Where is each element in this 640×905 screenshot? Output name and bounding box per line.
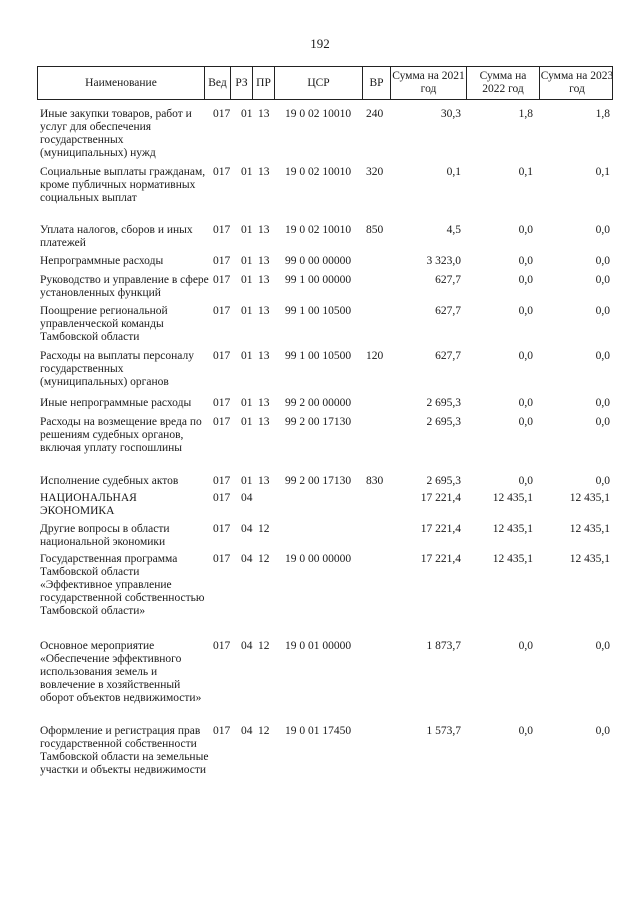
row-rz: 04	[241, 523, 253, 535]
row-sum2021: 17 221,4	[420, 492, 461, 504]
row-sum2021: 0,1	[446, 166, 461, 178]
row-sum2021: 30,3	[440, 108, 461, 120]
row-sum2022: 0,0	[518, 475, 533, 487]
row-sum2023: 0,0	[595, 274, 610, 286]
row-sum2021: 17 221,4	[420, 553, 461, 565]
row-sum2021: 1 873,7	[426, 640, 461, 652]
row-sum2021: 627,7	[435, 350, 461, 362]
row-csr: 99 2 00 00000	[285, 397, 352, 409]
header-sum-2021: Сумма на 2021 год	[391, 67, 467, 99]
row-rz: 04	[241, 640, 253, 652]
row-csr: 19 0 02 10010	[285, 166, 352, 178]
row-ved: 017	[213, 108, 231, 120]
row-sum2022: 0,1	[518, 166, 533, 178]
row-pr: 13	[258, 397, 270, 409]
row-csr: 99 1 00 10500	[285, 350, 352, 362]
row-ved: 017	[213, 523, 231, 535]
header-pr: ПР	[253, 67, 275, 99]
row-pr: 13	[258, 475, 270, 487]
row-sum2023: 0,0	[595, 640, 610, 652]
row-sum2023: 0,0	[595, 305, 610, 317]
header-name: Наименование	[38, 67, 205, 99]
page-number: 192	[310, 36, 330, 51]
row-vr: 320	[366, 166, 384, 178]
row-ved: 017	[213, 553, 231, 565]
row-vr: 240	[366, 108, 384, 120]
row-pr: 12	[258, 523, 270, 535]
row-vr: 830	[366, 475, 384, 487]
row-sum2023: 0,0	[595, 350, 610, 362]
row-sum2021: 1 573,7	[426, 725, 461, 737]
row-name: Расходы на выплаты персоналу государственных (муниципальных) органов	[40, 350, 194, 388]
row-sum2022: 0,0	[518, 416, 533, 428]
row-name: Социальные выплаты гражданам, кроме публичных нормативных социальных выплат	[40, 166, 206, 204]
row-pr: 13	[258, 255, 270, 267]
row-name: Руководство и управление в сфере установленных функций	[40, 274, 209, 299]
header-sum-2023: Сумма на 2023 год	[540, 70, 614, 95]
row-sum2022: 12 435,1	[492, 553, 533, 565]
row-ved: 017	[213, 350, 231, 362]
row-sum2021: 3 323,0	[426, 255, 461, 267]
row-pr: 13	[258, 166, 270, 178]
row-sum2023: 1,8	[595, 108, 610, 120]
row-name: Поощрение региональной управленческой команды Тамбовской области	[40, 305, 168, 343]
row-rz: 01	[241, 224, 253, 236]
row-name: НАЦИОНАЛЬНАЯ ЭКОНОМИКА	[40, 492, 137, 517]
row-pr: 13	[258, 305, 270, 317]
row-ved: 017	[213, 475, 231, 487]
row-csr: 19 0 01 17450	[285, 725, 352, 737]
row-csr: 19 0 02 10010	[285, 224, 352, 236]
row-name: Исполнение судебных актов	[40, 475, 179, 487]
row-csr: 99 1 00 10500	[285, 305, 352, 317]
row-sum2022: 0,0	[518, 224, 533, 236]
row-sum2022: 0,0	[518, 350, 533, 362]
row-csr: 19 0 02 10010	[285, 108, 352, 120]
row-sum2022: 0,0	[518, 305, 533, 317]
row-csr: 99 0 00 00000	[285, 255, 352, 267]
row-sum2022: 0,0	[518, 274, 533, 286]
row-sum2023: 12 435,1	[569, 553, 610, 565]
row-name: Иные закупки товаров, работ и услуг для обеспечения государственных (муниципальных) нужд	[40, 108, 192, 159]
row-name: Уплата налогов, сборов и иных платежей	[40, 224, 193, 249]
row-pr: 13	[258, 350, 270, 362]
row-pr: 13	[258, 108, 270, 120]
row-name: Расходы на возмещение вреда по решениям судебных органов, включая уплату госпошлины	[40, 416, 202, 454]
row-rz: 04	[241, 553, 253, 565]
row-sum2021: 17 221,4	[420, 523, 461, 535]
row-name: Основное мероприятие «Обеспечение эффективного использования земель и вовлечение в хозяйственный оборот объектов недвижимости»	[40, 640, 202, 704]
row-sum2022: 0,0	[518, 255, 533, 267]
row-pr: 12	[258, 640, 270, 652]
row-vr: 120	[366, 350, 384, 362]
row-ved: 017	[213, 274, 231, 286]
row-rz: 01	[241, 416, 253, 428]
header-rz: РЗ	[231, 67, 253, 99]
row-sum2021: 627,7	[435, 305, 461, 317]
row-rz: 01	[241, 166, 253, 178]
row-sum2023: 0,1	[595, 166, 610, 178]
row-rz: 04	[241, 725, 253, 737]
row-csr: 99 2 00 17130	[285, 416, 352, 428]
row-sum2022: 0,0	[518, 397, 533, 409]
row-pr: 13	[258, 224, 270, 236]
row-sum2022: 12 435,1	[492, 523, 533, 535]
row-rz: 04	[241, 492, 253, 504]
row-csr: 19 0 00 00000	[285, 553, 352, 565]
row-ved: 017	[213, 397, 231, 409]
row-sum2023: 0,0	[595, 475, 610, 487]
row-sum2021: 2 695,3	[426, 397, 461, 409]
row-name: Другие вопросы в области национальной экономики	[40, 523, 170, 548]
row-rz: 01	[241, 108, 253, 120]
row-ved: 017	[213, 492, 231, 504]
header-csr: ЦСР	[275, 67, 363, 99]
row-csr: 19 0 01 00000	[285, 640, 352, 652]
row-sum2023: 0,0	[595, 224, 610, 236]
row-pr: 13	[258, 274, 270, 286]
row-name: Государственная программа Тамбовской области «Эффективное управление государственной собственностью Тамбовской области»	[40, 553, 205, 617]
row-name: Оформление и регистрация прав государственной собственности Тамбовской области на земельные участки и объекты недвижимости	[40, 725, 209, 776]
row-vr: 850	[366, 224, 384, 236]
row-rz: 01	[241, 475, 253, 487]
row-rz: 01	[241, 305, 253, 317]
row-rz: 01	[241, 255, 253, 267]
row-ved: 017	[213, 725, 231, 737]
row-sum2023: 12 435,1	[569, 523, 610, 535]
row-csr: 99 2 00 17130	[285, 475, 352, 487]
row-rz: 01	[241, 350, 253, 362]
row-sum2021: 2 695,3	[426, 416, 461, 428]
row-sum2023: 0,0	[595, 397, 610, 409]
row-sum2022: 0,0	[518, 725, 533, 737]
row-sum2022: 12 435,1	[492, 492, 533, 504]
header-sum-2022: Сумма на 2022 год	[467, 67, 540, 99]
row-pr: 12	[258, 725, 270, 737]
header-ved: Вед	[205, 67, 231, 99]
row-ved: 017	[213, 224, 231, 236]
row-csr: 99 1 00 00000	[285, 274, 352, 286]
row-pr: 13	[258, 416, 270, 428]
row-sum2023: 12 435,1	[569, 492, 610, 504]
row-rz: 01	[241, 397, 253, 409]
row-sum2023: 0,0	[595, 255, 610, 267]
row-ved: 017	[213, 305, 231, 317]
row-ved: 017	[213, 166, 231, 178]
row-ved: 017	[213, 255, 231, 267]
row-ved: 017	[213, 640, 231, 652]
row-sum2023: 0,0	[595, 416, 610, 428]
row-sum2021: 2 695,3	[426, 475, 461, 487]
row-sum2021: 4,5	[446, 224, 461, 236]
row-sum2022: 0,0	[518, 640, 533, 652]
row-name: Иные непрограммные расходы	[40, 397, 192, 409]
row-rz: 01	[241, 274, 253, 286]
header-vr: ВР	[363, 67, 391, 99]
row-pr: 12	[258, 553, 270, 565]
row-ved: 017	[213, 416, 231, 428]
row-sum2023: 0,0	[595, 725, 610, 737]
row-sum2022: 1,8	[518, 108, 533, 120]
row-name: Непрограммные расходы	[40, 255, 164, 267]
row-sum2021: 627,7	[435, 274, 461, 286]
